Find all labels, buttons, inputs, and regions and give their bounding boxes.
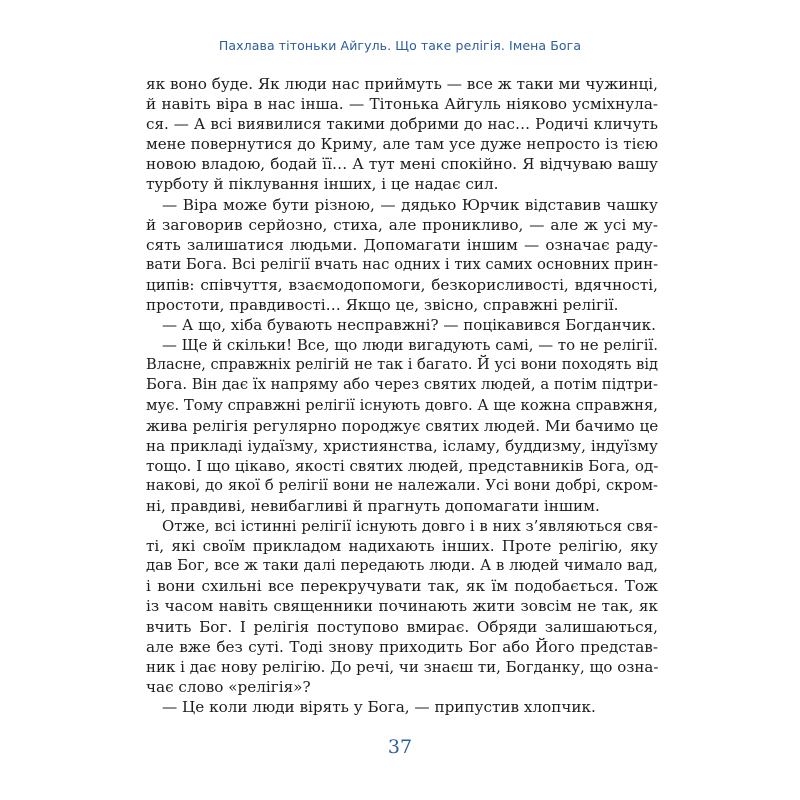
text-line: із часом навіть священники починають жити зовсім не так, як xyxy=(146,597,658,616)
text-line: — А що, хіба бувають несправжні? — поцікавився Богданчик. xyxy=(162,316,656,335)
running-head: Пахлава тітоньки Айгуль. Що таке релігія. Імена Бога xyxy=(218,38,582,53)
text-line: мує. Тому справжні релігії існують довго. А ще кожна справжня, xyxy=(146,396,658,414)
text-line: й заговорив серйозно, стиха, але проникливо, — але ж усі му- xyxy=(146,215,658,234)
text-line: ті, які своїм прикладом надихають інших. Проте релігію, яку xyxy=(146,537,658,556)
text-line: Бога. Він дає їх напряму або через святих людей, а потім підтри- xyxy=(146,376,658,394)
text-line: на прикладі іудаїзму, християнства, ісламу, буддизму, індуїзму xyxy=(146,436,658,455)
text-line: як воно буде. Як люди нас приймуть — все ж таки ми чужинці, xyxy=(146,75,658,93)
text-line: чає слово «релігія»? xyxy=(146,677,311,696)
text-line: ник і дає нову релігію. До речі, чи знаєш ти, Богданку, що озна- xyxy=(146,657,659,676)
text-line: ні, правдиві, невибагливі й прагнуть допомагати іншим. xyxy=(146,496,600,515)
text-line: жива релігія регулярно породжує святих людей. Ми бачимо це xyxy=(146,416,659,435)
text-line: вати Бога. Всі релігії вчать нас одних і тих самих основних прин- xyxy=(146,255,659,273)
text-line: турботу й піклування інших, і це надає сил. xyxy=(146,175,499,194)
text-line: накові, до якої б релігії вони не належали. Усі вони добрі, скром- xyxy=(146,476,658,494)
text-line: але вже без суті. Тоді знову приходить Бог або Його представ- xyxy=(146,637,658,656)
text-line: вчить Бог. І релігія поступово вмирає. Обряди залишаються, xyxy=(146,617,658,636)
page-number: 37 xyxy=(387,736,413,758)
text-line: — Віра може бути різною, — дядько Юрчик відставив чашку xyxy=(162,195,658,214)
text-line: ципів: співчуття, взаємодопомоги, безкорисливості, вдячності, xyxy=(146,275,658,294)
text-line: тощо. І що цікаво, якості святих людей, представників Бога, од- xyxy=(146,456,659,475)
text-line: ся. — А всі виявилися такими добрими до нас… Родичі кличуть xyxy=(146,115,658,134)
text-line: Власне, справжніх релігій не так і багато. Й усі вони походять від xyxy=(146,356,658,374)
text-line: простоти, правдивості… Якщо це, звісно, справжні релігії. xyxy=(146,296,619,315)
text-line: Отже, всі істинні релігії існують довго і в них з’являються свя- xyxy=(162,517,658,536)
text-line: дав Бог, все ж таки далі передають люди. А в людей чимало вад, xyxy=(146,557,658,575)
text-line: мене повернутися до Криму, але там усе дуже непросто із тією xyxy=(146,135,658,154)
text-line: сять залишатися людьми. Допомагати іншим — означає раду- xyxy=(146,235,658,254)
text-line: й навіть віра в нас інша. — Тітонька Айгуль ніяково усміхнула- xyxy=(146,95,658,114)
text-line: і вони схильні все перекручувати так, як їм подобається. Тож xyxy=(146,577,658,596)
body-text xyxy=(146,74,658,717)
text-line: новою владою, бодай її… А тут мені спокійно. Я відчуваю вашу xyxy=(146,155,658,174)
text-line: — Це коли люди вірять у Бога, — припустив хлопчик. xyxy=(162,697,596,716)
text-line: — Ще й скільки! Все, що люди вигадують самі, — то не релігії. xyxy=(162,336,658,355)
